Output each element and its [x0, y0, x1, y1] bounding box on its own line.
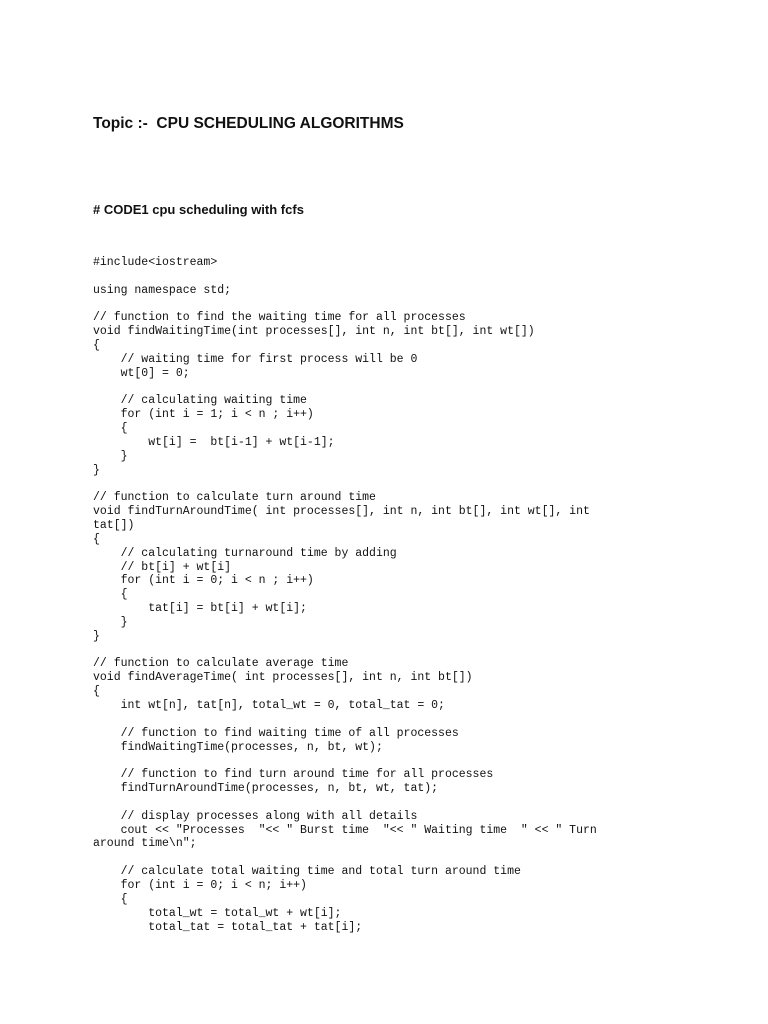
code-line: for (int i = 1; i < n ; i++): [93, 408, 314, 422]
code-line: total_wt = total_wt + wt[i];: [93, 906, 342, 920]
code-line: using namespace std;: [93, 283, 232, 297]
code-line: {: [93, 892, 128, 906]
code-line: [93, 754, 597, 768]
code-line: void findAverageTime( int processes[], int n, int bt[]): [93, 671, 473, 685]
code-line: // function to calculate turn around time: [93, 491, 376, 505]
code-line: cout << "Processes "<< " Burst time "<< " Waiting time " << " Turn: [93, 823, 597, 837]
code-line: total_tat = total_tat + tat[i];: [93, 920, 363, 934]
code-line: findWaitingTime(processes, n, bt, wt);: [93, 740, 383, 754]
code-line: int wt[n], tat[n], total_wt = 0, total_tat = 0;: [93, 699, 445, 712]
code-line: for (int i = 0; i < n; i++): [93, 878, 307, 892]
code-line: // function to calculate average time: [93, 657, 349, 671]
code-line: {: [93, 532, 100, 546]
code-line: [93, 796, 597, 810]
code-section-title: # CODE1 cpu scheduling with fcfs: [93, 202, 304, 217]
code-line: {: [93, 339, 100, 353]
code-line: wt[0] = 0;: [93, 366, 190, 380]
code-line: tat[i] = bt[i] + wt[i];: [93, 602, 307, 616]
code-line: for (int i = 0; i < n ; i++): [93, 574, 314, 588]
code-line: tat[]): [93, 519, 135, 533]
code-line: [93, 851, 597, 865]
code-line: }: [93, 449, 128, 463]
code-line: // calculate total waiting time and total turn around time: [93, 865, 521, 879]
code-line: void findWaitingTime(int processes[], int n, int bt[], int wt[]): [93, 325, 535, 339]
code-line: {: [93, 422, 128, 436]
code-line: // function to find the waiting time for all processes: [93, 311, 466, 325]
code-block: [93, 256, 597, 934]
code-line: [93, 644, 597, 658]
code-line: [93, 713, 597, 727]
code-line: // display processes along with all details: [93, 809, 418, 823]
code-line: [93, 478, 597, 492]
code-line: [93, 381, 597, 395]
code-line: // calculating waiting time: [93, 394, 307, 408]
code-line: #include<iostream>: [93, 256, 218, 269]
code-line: // function to find waiting time of all processes: [93, 726, 459, 740]
code-line: around time\n";: [93, 837, 197, 851]
document-topic-heading: Topic :- CPU SCHEDULING ALGORITHMS: [93, 115, 404, 132]
code-line: {: [93, 588, 128, 602]
code-line: {: [93, 685, 100, 699]
code-line: // waiting time for first process will be 0: [93, 352, 418, 366]
code-line: // bt[i] + wt[i]: [93, 560, 232, 574]
code-line: wt[i] = bt[i-1] + wt[i-1];: [93, 435, 335, 449]
code-line: [93, 270, 597, 284]
code-line: [93, 298, 597, 312]
code-line: }: [93, 629, 100, 643]
code-line: findTurnAroundTime(processes, n, bt, wt, tat);: [93, 782, 439, 796]
code-line: // function to find turn around time for all processes: [93, 768, 494, 782]
code-line: // calculating turnaround time by adding: [93, 546, 397, 560]
code-line: }: [93, 463, 100, 477]
code-line: void findTurnAroundTime( int processes[], int n, int bt[], int wt[], int: [93, 505, 590, 519]
code-line: }: [93, 615, 128, 629]
